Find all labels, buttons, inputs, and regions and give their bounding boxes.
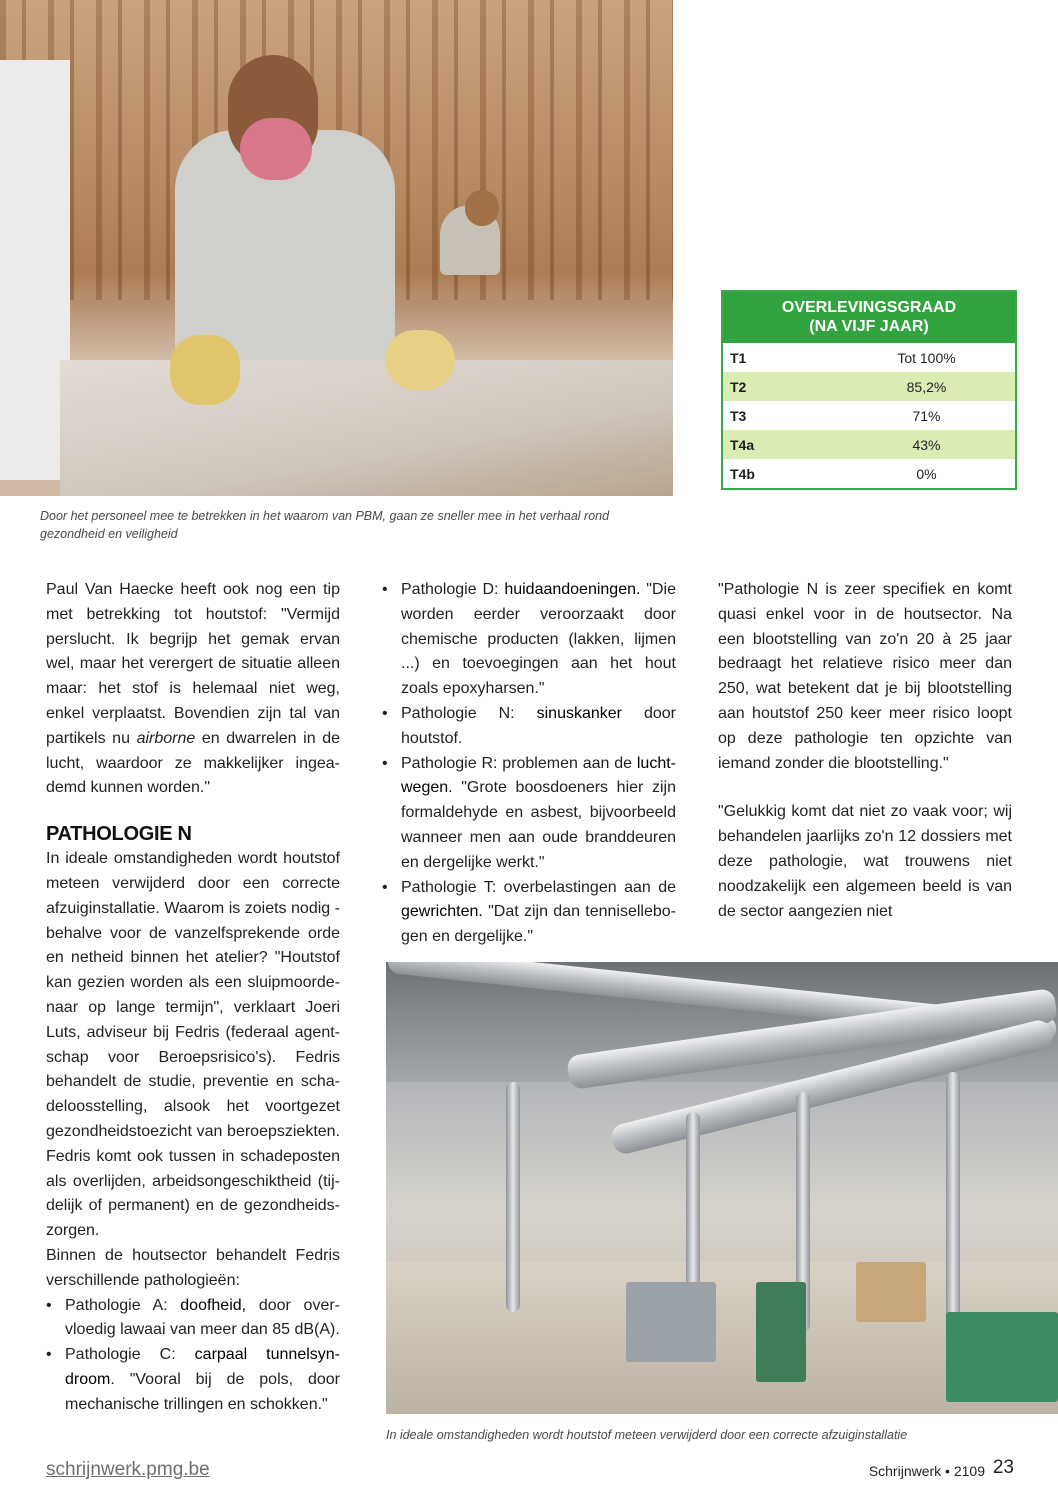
list-text: door overvloedig lawaai van meer dan 85 dB(A). [65,1296,340,1339]
stage-label: T4a [730,436,755,453]
stage-value: 43% [912,436,941,453]
list-text: Pathologie R: problemen aan de [401,754,637,772]
stage-label: T1 [730,349,747,366]
quote-paragraph: "Gelukkig komt dat niet zo vaak voor; wij behandelen jaarlijks zo'n 12 dossiers met deze pathologie, wat trouwens niet noodzakelijk een algemeen beeld is van de sector aangezien niet [718,803,1012,920]
list-item [382,876,676,950]
page-number: 23 [992,1457,1014,1478]
body-paragraph: In ideale omstandigheden wordt houtstof meteen verwijderd door een correcte afzuiginstallatie. Waarom is zoiets nodig - behalve voor de vanzelfsprekende orde en netheid binnen het atelier? "Houtstof kan gezien worden als een sluipmoordenaar op lange termijn", verklaart Joeri Luts, adviseur bij Fedris (federaal agentschap voor Beroepsrisico's). Fedris behandelt de studie, preventie en schadeloosstelling, alsook het voortgezet gezondheidstoezicht van beroepsziekten. Fedris komt ook tussen in schadeposten als overlijden, arbeidsongeschiktheid (tijdelijk of permanent) en de gezondheidszorgen. [46,850,340,1240]
stage-value: 71% [912,407,941,424]
website-link[interactable]: schrijnwerk.pmg.be [46,1459,210,1480]
table-row [723,343,1015,372]
table-row [723,459,1015,488]
list-item [46,1343,340,1417]
highlighted-term: huidaandoeningen. [504,581,641,598]
list-item [382,752,676,876]
saw-table-board [60,360,673,496]
section-heading: PATHOLOGIE N [46,823,192,846]
right-glove [385,330,455,390]
list-text: Pathologie N: [401,704,537,722]
highlighted-term: luchtwegen. [401,754,676,797]
intro-paragraph [46,578,340,801]
respirator-mask [240,118,312,180]
list-text: "Die worden eerder veroorzaakt door chemische producten (lakken, lijmen ...) en toevoegingen aan het hout zoals epoxyharsen." [401,581,676,698]
list-text: Pathologie T: overbelastingen aan de [401,878,676,896]
highlighted-term: doofheid, [180,1296,247,1314]
left-glove [170,335,240,405]
text-column-2 [382,578,676,950]
body-paragraph: Binnen de houtsector behandelt Fedris verschillende pathologieën: [46,1246,340,1289]
survival-table-header [723,292,1015,343]
vertical-pipe [506,1082,520,1312]
paragraph-text: en dwarrelen in de lucht, waardoor ze makkelijker ingeademd kunnen worden." [46,729,340,797]
survival-rate-table [721,290,1017,490]
list-text: Pathologie A: [65,1296,181,1314]
highlighted-term: gewrichten. [401,903,483,921]
list-text: Pathologie D: [401,581,505,598]
paragraph-text: Paul Van Haecke heeft ook nog een tip met betrekking tot houtstof: "Vermijd perslucht. Ik begrijp het gemak ervan wel, maar het verergert de situatie alleen maar: het stof is helemaal niet weg, enkel verplaatst. Bovendien zijn tal van partikels nu [46,581,340,747]
pathology-list [46,1294,340,1418]
stage-label: T3 [730,407,747,424]
photo-caption-top: Door het personeel mee te betrekken in het waarom van PBM, gaan ze sneller mee in het verhaal rond gezondheid en veiligheid [40,509,610,541]
background-worker-head [465,190,499,226]
stage-value: 85,2% [906,378,947,395]
wood-machine [626,1282,716,1362]
photo-caption-bottom: In ideale omstandigheden wordt houtstof meteen verwijderd door een correcte afzuiginstallatie [386,1428,908,1442]
photo-extraction-workshop [386,962,1058,1414]
vertical-pipe [946,1072,960,1332]
list-item [382,578,676,702]
list-text: Pathologie C: [65,1346,195,1364]
survival-table-title: OVERLEVINGSGRAAD [781,299,957,316]
table-row [723,372,1015,401]
list-item [382,702,676,752]
list-text: "Grote boosdoeners hier zijn formaldehyde en asbest, bijvoorbeeld wanneer men aan oude branddeuren en dergelijke werkt." [401,779,676,871]
stage-value: 0% [916,465,937,482]
italic-term: airborne [136,729,196,747]
list-text: . "Vooral bij de pols, door mechanische trillingen en schokken." [65,1370,340,1413]
pathology-list [382,578,676,950]
survival-table-subtitle: (NA VIJF JAAR) [809,318,929,335]
green-machine [756,1282,806,1382]
list-text: door houtstof. [401,704,676,747]
list-item [46,1294,340,1344]
magazine-issue: Schrijnwerk • 2109 [868,1463,985,1479]
table-row [723,401,1015,430]
green-machine [946,1312,1058,1402]
stage-value: Tot 100% [897,349,956,366]
wood-pallet [856,1262,926,1322]
stage-label: T2 [730,378,747,395]
text-column-1 [46,578,340,1418]
paragraph-gap [718,776,1012,800]
list-text: "Dat zijn dan tennisellebogen en dergelijke." [401,903,676,946]
table-row [723,430,1015,459]
quote-paragraph: "Pathologie N is zeer specifiek en komt quasi enkel voor in de houtsector. Na een blootstelling van zo'n 20 à 25 jaar bedraagt het relatieve risico meer dan 250, wat betekent dat je bij blootstelling aan houtstof 250 keer meer risico loopt op deze pathologie ten opzichte van iemand zonder die blootstelling." [718,581,1012,772]
text-column-3 [718,578,1012,924]
stage-label: T4b [730,465,755,482]
photo-worker-saw [0,0,673,496]
highlighted-term: carpaal tunnelsyndroom [65,1346,340,1388]
highlighted-term: sinuskanker [536,704,622,722]
